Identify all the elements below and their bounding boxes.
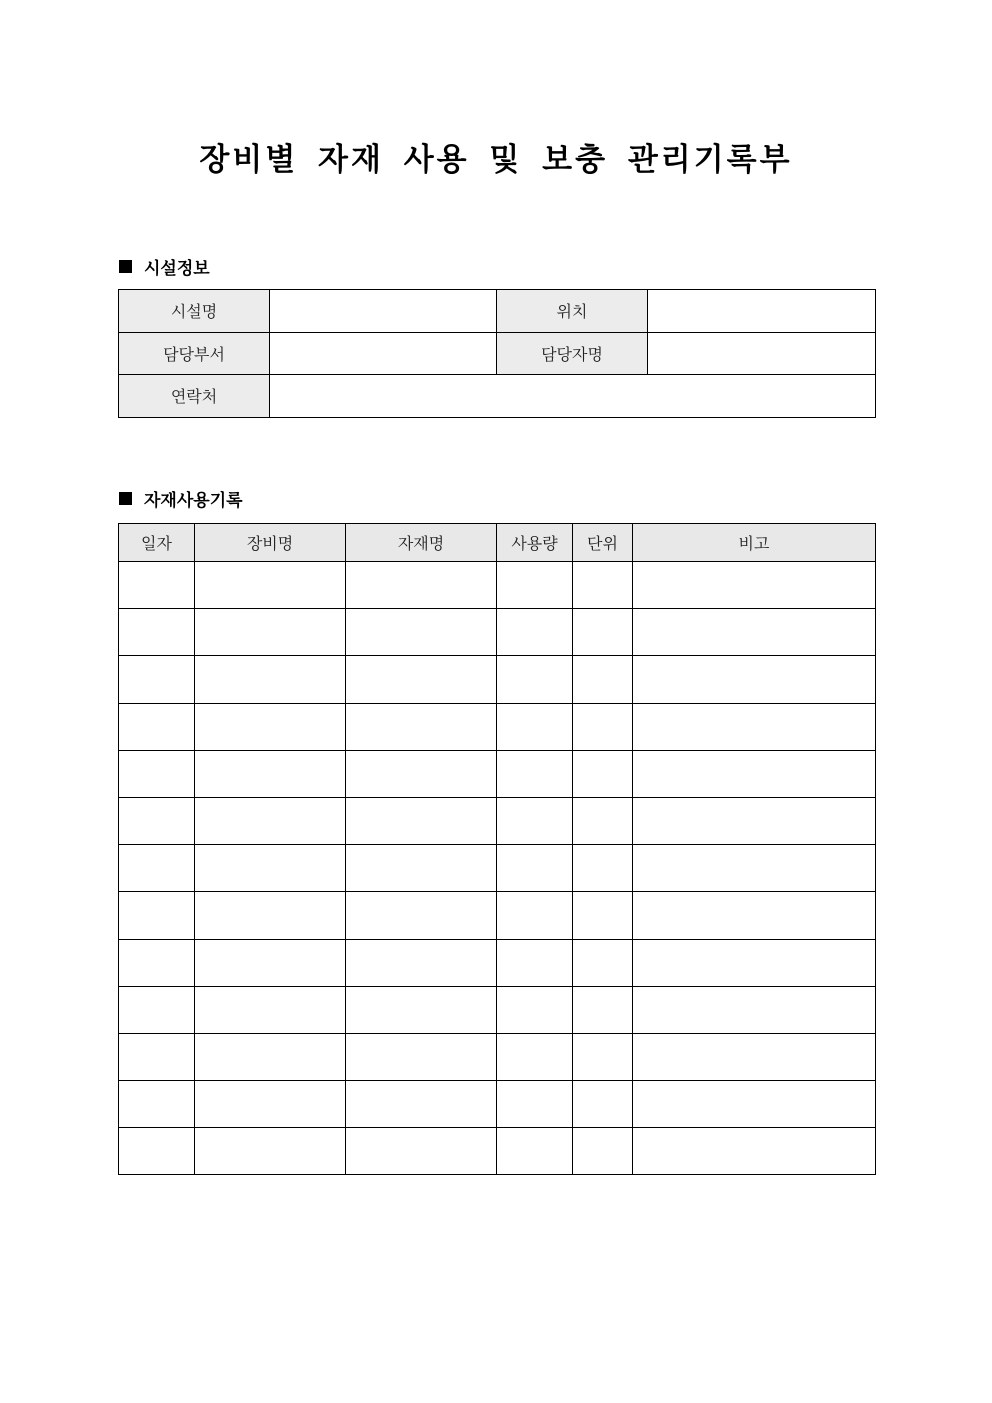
date-cell[interactable] xyxy=(119,845,195,892)
unit-cell[interactable] xyxy=(573,939,633,986)
quantity-cell[interactable] xyxy=(497,892,573,939)
equipment-cell[interactable] xyxy=(195,939,346,986)
unit-cell[interactable] xyxy=(573,1128,633,1175)
date-cell[interactable] xyxy=(119,609,195,656)
date-cell[interactable] xyxy=(119,562,195,609)
material-cell[interactable] xyxy=(346,750,497,797)
usage-header-row xyxy=(119,524,876,562)
contact-field[interactable] xyxy=(270,375,876,418)
department-label: 담당부서 xyxy=(119,332,270,375)
equipment-cell[interactable] xyxy=(195,1081,346,1128)
unit-cell[interactable] xyxy=(573,1081,633,1128)
quantity-cell[interactable] xyxy=(497,1033,573,1080)
remarks-cell[interactable] xyxy=(633,1128,876,1175)
quantity-cell[interactable] xyxy=(497,1081,573,1128)
material-cell[interactable] xyxy=(346,797,497,844)
date-cell[interactable] xyxy=(119,1081,195,1128)
column-header-equipment: 장비명 xyxy=(195,524,346,562)
date-cell[interactable] xyxy=(119,797,195,844)
quantity-cell[interactable] xyxy=(497,1128,573,1175)
usage-section-heading xyxy=(119,486,243,511)
facility-name-field[interactable] xyxy=(270,290,497,333)
column-header-unit: 단위 xyxy=(573,524,633,562)
contact-label: 연락처 xyxy=(119,375,270,418)
equipment-cell[interactable] xyxy=(195,609,346,656)
location-field[interactable] xyxy=(648,290,876,333)
table-row xyxy=(119,656,876,703)
date-cell[interactable] xyxy=(119,1033,195,1080)
table-row xyxy=(119,703,876,750)
material-cell[interactable] xyxy=(346,656,497,703)
unit-cell[interactable] xyxy=(573,1033,633,1080)
facility-row xyxy=(119,290,876,333)
material-cell[interactable] xyxy=(346,1128,497,1175)
table-row xyxy=(119,1081,876,1128)
manager-name-field[interactable] xyxy=(648,332,876,375)
equipment-cell[interactable] xyxy=(195,703,346,750)
material-cell[interactable] xyxy=(346,609,497,656)
facility-heading-text: 시설정보 xyxy=(144,259,210,279)
column-header-material: 자재명 xyxy=(346,524,497,562)
table-row xyxy=(119,1128,876,1175)
unit-cell[interactable] xyxy=(573,656,633,703)
quantity-cell[interactable] xyxy=(497,656,573,703)
table-row xyxy=(119,939,876,986)
unit-cell[interactable] xyxy=(573,986,633,1033)
equipment-cell[interactable] xyxy=(195,750,346,797)
table-row xyxy=(119,609,876,656)
quantity-cell[interactable] xyxy=(497,797,573,844)
department-field[interactable] xyxy=(270,332,497,375)
remarks-cell[interactable] xyxy=(633,609,876,656)
equipment-cell[interactable] xyxy=(195,1033,346,1080)
facility-row xyxy=(119,375,876,418)
facility-row xyxy=(119,332,876,375)
location-label: 위치 xyxy=(497,290,648,333)
equipment-cell[interactable] xyxy=(195,986,346,1033)
table-row xyxy=(119,750,876,797)
column-header-remarks: 비고 xyxy=(633,524,876,562)
date-cell[interactable] xyxy=(119,892,195,939)
date-cell[interactable] xyxy=(119,939,195,986)
column-header-quantity: 사용량 xyxy=(497,524,573,562)
date-cell[interactable] xyxy=(119,750,195,797)
unit-cell[interactable] xyxy=(573,845,633,892)
quantity-cell[interactable] xyxy=(497,609,573,656)
square-bullet-icon xyxy=(119,492,132,505)
remarks-cell[interactable] xyxy=(633,986,876,1033)
remarks-cell[interactable] xyxy=(633,750,876,797)
unit-cell[interactable] xyxy=(573,609,633,656)
quantity-cell[interactable] xyxy=(497,750,573,797)
quantity-cell[interactable] xyxy=(497,986,573,1033)
material-usage-table xyxy=(118,523,876,1175)
remarks-cell[interactable] xyxy=(633,703,876,750)
square-bullet-icon xyxy=(119,260,132,273)
usage-heading-text: 자재사용기록 xyxy=(144,491,243,511)
quantity-cell[interactable] xyxy=(497,939,573,986)
table-row xyxy=(119,797,876,844)
material-cell[interactable] xyxy=(346,845,497,892)
date-cell[interactable] xyxy=(119,656,195,703)
date-cell[interactable] xyxy=(119,1128,195,1175)
unit-cell[interactable] xyxy=(573,892,633,939)
material-cell[interactable] xyxy=(346,986,497,1033)
unit-cell[interactable] xyxy=(573,562,633,609)
remarks-cell[interactable] xyxy=(633,562,876,609)
equipment-cell[interactable] xyxy=(195,892,346,939)
equipment-cell[interactable] xyxy=(195,656,346,703)
date-cell[interactable] xyxy=(119,703,195,750)
material-cell[interactable] xyxy=(346,1081,497,1128)
table-row xyxy=(119,1033,876,1080)
facility-name-label: 시설명 xyxy=(119,290,270,333)
quantity-cell[interactable] xyxy=(497,703,573,750)
equipment-cell[interactable] xyxy=(195,1128,346,1175)
quantity-cell[interactable] xyxy=(497,562,573,609)
equipment-cell[interactable] xyxy=(195,562,346,609)
quantity-cell[interactable] xyxy=(497,845,573,892)
equipment-cell[interactable] xyxy=(195,797,346,844)
material-cell[interactable] xyxy=(346,892,497,939)
table-row xyxy=(119,986,876,1033)
manager-name-label: 담당자명 xyxy=(497,332,648,375)
material-cell[interactable] xyxy=(346,939,497,986)
equipment-cell[interactable] xyxy=(195,845,346,892)
remarks-cell[interactable] xyxy=(633,939,876,986)
facility-section-heading xyxy=(119,254,210,279)
remarks-cell[interactable] xyxy=(633,845,876,892)
remarks-cell[interactable] xyxy=(633,797,876,844)
unit-cell[interactable] xyxy=(573,703,633,750)
remarks-cell[interactable] xyxy=(633,1033,876,1080)
column-header-date: 일자 xyxy=(119,524,195,562)
material-cell[interactable] xyxy=(346,562,497,609)
table-row xyxy=(119,562,876,609)
table-row xyxy=(119,892,876,939)
unit-cell[interactable] xyxy=(573,797,633,844)
date-cell[interactable] xyxy=(119,986,195,1033)
facility-info-table xyxy=(118,289,876,418)
remarks-cell[interactable] xyxy=(633,892,876,939)
material-cell[interactable] xyxy=(346,1033,497,1080)
remarks-cell[interactable] xyxy=(633,1081,876,1128)
remarks-cell[interactable] xyxy=(633,656,876,703)
document-title: 장비별 자재 사용 및 보충 관리기록부 xyxy=(199,142,793,178)
table-row xyxy=(119,845,876,892)
unit-cell[interactable] xyxy=(573,750,633,797)
material-cell[interactable] xyxy=(346,703,497,750)
